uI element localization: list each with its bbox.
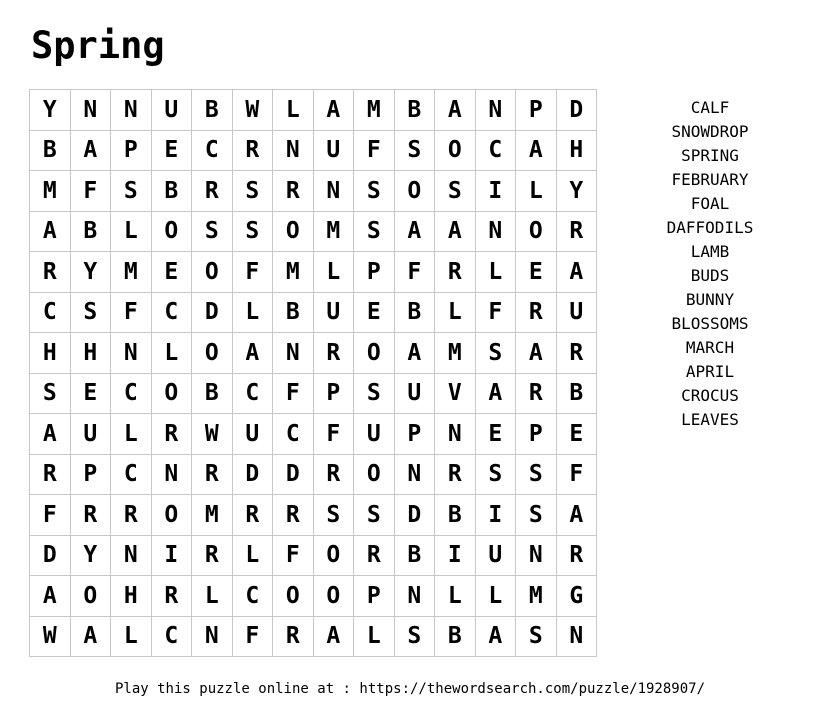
grid-cell: D bbox=[273, 454, 314, 495]
grid-cell: A bbox=[516, 130, 557, 171]
grid-cell: A bbox=[232, 333, 273, 374]
grid-cell: E bbox=[516, 252, 557, 293]
grid-cell: C bbox=[192, 130, 233, 171]
grid-cell: S bbox=[354, 495, 395, 536]
grid-cell: A bbox=[30, 414, 71, 455]
grid-cell: A bbox=[394, 211, 435, 252]
grid-cell: S bbox=[192, 211, 233, 252]
grid-cell: R bbox=[516, 292, 557, 333]
grid-cell: R bbox=[151, 576, 192, 617]
grid-cell: L bbox=[192, 576, 233, 617]
footer-url[interactable]: https://thewordsearch.com/puzzle/1928907/ bbox=[359, 681, 705, 697]
grid-cell: E bbox=[556, 414, 597, 455]
grid-cell: O bbox=[192, 252, 233, 293]
grid-cell: A bbox=[30, 211, 71, 252]
grid-cell: U bbox=[151, 90, 192, 131]
grid-cell: L bbox=[475, 576, 516, 617]
grid-cell: C bbox=[111, 373, 152, 414]
grid-cell: M bbox=[354, 90, 395, 131]
word-list-item: BLOSSOMS bbox=[671, 314, 749, 333]
grid-cell: U bbox=[232, 414, 273, 455]
grid-cell: S bbox=[111, 171, 152, 212]
grid-cell: C bbox=[151, 616, 192, 657]
grid-cell: R bbox=[556, 333, 597, 374]
grid-cell: N bbox=[556, 616, 597, 657]
grid-cell: R bbox=[273, 495, 314, 536]
grid-cell: R bbox=[192, 454, 233, 495]
grid-cell: O bbox=[354, 333, 395, 374]
grid-cell: O bbox=[151, 373, 192, 414]
grid-cell: F bbox=[30, 495, 71, 536]
grid-cell: O bbox=[273, 211, 314, 252]
grid-cell: W bbox=[232, 90, 273, 131]
grid-cell: N bbox=[192, 616, 233, 657]
grid-cell: S bbox=[70, 292, 111, 333]
grid-cell: C bbox=[273, 414, 314, 455]
grid-cell: F bbox=[475, 292, 516, 333]
grid-cell: A bbox=[556, 252, 597, 293]
grid-cell: R bbox=[273, 171, 314, 212]
grid-cell: O bbox=[313, 576, 354, 617]
grid-cell: R bbox=[313, 333, 354, 374]
grid-cell: F bbox=[232, 252, 273, 293]
word-list bbox=[650, 96, 770, 432]
grid-row bbox=[30, 576, 597, 617]
grid-cell: R bbox=[556, 535, 597, 576]
grid-cell: D bbox=[232, 454, 273, 495]
grid-row bbox=[30, 373, 597, 414]
grid-row bbox=[30, 211, 597, 252]
word-list-item: FOAL bbox=[690, 194, 730, 213]
grid-cell: I bbox=[475, 171, 516, 212]
grid-cell: C bbox=[151, 292, 192, 333]
grid-cell: O bbox=[273, 576, 314, 617]
grid-cell: E bbox=[70, 373, 111, 414]
grid-cell: O bbox=[354, 454, 395, 495]
word-list-item: CROCUS bbox=[681, 386, 739, 405]
grid-cell: B bbox=[192, 90, 233, 131]
grid-cell: E bbox=[151, 252, 192, 293]
grid-cell: U bbox=[354, 414, 395, 455]
grid-cell: L bbox=[111, 616, 152, 657]
grid-cell: R bbox=[30, 454, 71, 495]
grid-cell: H bbox=[30, 333, 71, 374]
word-list-item: CALF bbox=[690, 98, 730, 117]
grid-cell: A bbox=[394, 333, 435, 374]
grid-cell: D bbox=[556, 90, 597, 131]
word-list-item: SNOWDROP bbox=[671, 122, 749, 141]
grid-cell: A bbox=[435, 211, 476, 252]
grid-row bbox=[30, 454, 597, 495]
grid-cell: E bbox=[475, 414, 516, 455]
grid-cell: Y bbox=[70, 535, 111, 576]
word-list-item: LAMB bbox=[690, 242, 730, 261]
grid-cell: L bbox=[232, 535, 273, 576]
grid-cell: F bbox=[273, 535, 314, 576]
grid-cell: R bbox=[313, 454, 354, 495]
grid-cell: N bbox=[111, 90, 152, 131]
grid-cell: N bbox=[394, 454, 435, 495]
grid-cell: R bbox=[70, 495, 111, 536]
page-title: Spring bbox=[31, 24, 165, 67]
grid-cell: D bbox=[192, 292, 233, 333]
grid-cell: S bbox=[475, 333, 516, 374]
grid-row bbox=[30, 414, 597, 455]
grid-cell: M bbox=[192, 495, 233, 536]
grid-cell: P bbox=[70, 454, 111, 495]
grid-cell: R bbox=[30, 252, 71, 293]
grid-cell: B bbox=[273, 292, 314, 333]
grid-cell: S bbox=[30, 373, 71, 414]
grid-cell: B bbox=[151, 171, 192, 212]
grid-cell: F bbox=[354, 130, 395, 171]
grid-cell: P bbox=[516, 90, 557, 131]
grid-cell: N bbox=[313, 171, 354, 212]
grid-cell: G bbox=[556, 576, 597, 617]
grid-cell: C bbox=[232, 373, 273, 414]
grid-cell: S bbox=[232, 171, 273, 212]
grid-cell: O bbox=[151, 495, 192, 536]
grid-cell: O bbox=[70, 576, 111, 617]
grid-cell: O bbox=[313, 535, 354, 576]
grid-cell: U bbox=[556, 292, 597, 333]
grid-cell: Y bbox=[556, 171, 597, 212]
grid-cell: A bbox=[556, 495, 597, 536]
grid-cell: A bbox=[313, 90, 354, 131]
grid-cell: A bbox=[516, 333, 557, 374]
grid-cell: F bbox=[273, 373, 314, 414]
grid-cell: U bbox=[70, 414, 111, 455]
grid-cell: A bbox=[313, 616, 354, 657]
grid-cell: U bbox=[394, 373, 435, 414]
grid-cell: M bbox=[435, 333, 476, 374]
grid-cell: B bbox=[30, 130, 71, 171]
grid-cell: N bbox=[273, 130, 314, 171]
grid-cell: N bbox=[273, 333, 314, 374]
grid-cell: H bbox=[556, 130, 597, 171]
grid-cell: O bbox=[192, 333, 233, 374]
grid-cell: O bbox=[394, 171, 435, 212]
grid-row bbox=[30, 90, 597, 131]
grid-cell: E bbox=[354, 292, 395, 333]
grid-cell: S bbox=[516, 616, 557, 657]
grid-cell: L bbox=[111, 211, 152, 252]
grid-cell: A bbox=[70, 616, 111, 657]
grid-row bbox=[30, 171, 597, 212]
grid-cell: L bbox=[354, 616, 395, 657]
grid-cell: S bbox=[394, 616, 435, 657]
grid-cell: N bbox=[475, 90, 516, 131]
grid-cell: C bbox=[30, 292, 71, 333]
grid-cell: R bbox=[192, 535, 233, 576]
grid-cell: Y bbox=[30, 90, 71, 131]
grid-cell: A bbox=[70, 130, 111, 171]
grid-cell: A bbox=[475, 373, 516, 414]
grid-cell: P bbox=[354, 576, 395, 617]
grid-row bbox=[30, 535, 597, 576]
grid-cell: E bbox=[151, 130, 192, 171]
grid-cell: C bbox=[475, 130, 516, 171]
grid-cell: S bbox=[394, 130, 435, 171]
grid-cell: L bbox=[435, 292, 476, 333]
grid-cell: S bbox=[516, 454, 557, 495]
grid-cell: C bbox=[232, 576, 273, 617]
grid-cell: D bbox=[394, 495, 435, 536]
grid-cell: S bbox=[354, 211, 395, 252]
grid-cell: C bbox=[111, 454, 152, 495]
grid-cell: W bbox=[192, 414, 233, 455]
grid-cell: H bbox=[111, 576, 152, 617]
grid-cell: M bbox=[30, 171, 71, 212]
grid-cell: F bbox=[232, 616, 273, 657]
grid-cell: F bbox=[70, 171, 111, 212]
grid-cell: B bbox=[556, 373, 597, 414]
grid-cell: B bbox=[70, 211, 111, 252]
grid-cell: R bbox=[354, 535, 395, 576]
grid-cell: O bbox=[435, 130, 476, 171]
grid-cell: R bbox=[435, 454, 476, 495]
grid-cell: A bbox=[475, 616, 516, 657]
word-list-item: DAFFODILS bbox=[666, 218, 754, 237]
grid-cell: N bbox=[516, 535, 557, 576]
word-list-item: BUDS bbox=[690, 266, 730, 285]
word-list-item: SPRING bbox=[681, 146, 739, 165]
grid-cell: R bbox=[192, 171, 233, 212]
grid-cell: F bbox=[556, 454, 597, 495]
footer-note bbox=[0, 679, 820, 699]
grid-cell: U bbox=[313, 130, 354, 171]
grid-cell: L bbox=[475, 252, 516, 293]
grid-cell: P bbox=[354, 252, 395, 293]
grid-cell: S bbox=[313, 495, 354, 536]
grid-cell: A bbox=[435, 90, 476, 131]
grid-cell: U bbox=[475, 535, 516, 576]
grid-cell: H bbox=[70, 333, 111, 374]
grid-cell: P bbox=[313, 373, 354, 414]
letter-grid bbox=[29, 89, 597, 657]
grid-cell: S bbox=[516, 495, 557, 536]
grid-cell: S bbox=[354, 171, 395, 212]
grid-cell: F bbox=[111, 292, 152, 333]
grid-cell: M bbox=[111, 252, 152, 293]
grid-cell: Y bbox=[70, 252, 111, 293]
grid-cell: N bbox=[151, 454, 192, 495]
grid-cell: L bbox=[435, 576, 476, 617]
grid-row bbox=[30, 616, 597, 657]
grid-cell: R bbox=[111, 495, 152, 536]
grid-cell: L bbox=[313, 252, 354, 293]
grid-cell: N bbox=[111, 535, 152, 576]
grid-cell: S bbox=[475, 454, 516, 495]
grid-cell: S bbox=[435, 171, 476, 212]
grid-cell: L bbox=[151, 333, 192, 374]
word-list-item: BUNNY bbox=[685, 290, 735, 309]
grid-cell: F bbox=[394, 252, 435, 293]
word-list-item: APRIL bbox=[685, 362, 735, 381]
grid-cell: S bbox=[354, 373, 395, 414]
grid-row bbox=[30, 252, 597, 293]
grid-cell: B bbox=[394, 292, 435, 333]
grid-cell: S bbox=[232, 211, 273, 252]
grid-cell: L bbox=[232, 292, 273, 333]
grid-cell: B bbox=[192, 373, 233, 414]
word-list-item: MARCH bbox=[685, 338, 735, 357]
grid-cell: B bbox=[435, 495, 476, 536]
grid-cell: I bbox=[475, 495, 516, 536]
grid-cell: R bbox=[556, 211, 597, 252]
grid-cell: R bbox=[232, 495, 273, 536]
grid-cell: L bbox=[111, 414, 152, 455]
grid-cell: B bbox=[435, 616, 476, 657]
grid-row bbox=[30, 292, 597, 333]
grid-cell: A bbox=[30, 576, 71, 617]
grid-cell: N bbox=[111, 333, 152, 374]
grid-cell: O bbox=[151, 211, 192, 252]
grid-row bbox=[30, 495, 597, 536]
grid-cell: V bbox=[435, 373, 476, 414]
grid-cell: O bbox=[516, 211, 557, 252]
grid-cell: L bbox=[516, 171, 557, 212]
grid-cell: I bbox=[151, 535, 192, 576]
grid-cell: N bbox=[70, 90, 111, 131]
footer-prefix: Play this puzzle online at : bbox=[114, 681, 360, 697]
grid-cell: N bbox=[475, 211, 516, 252]
grid-cell: F bbox=[313, 414, 354, 455]
grid-cell: D bbox=[30, 535, 71, 576]
grid-cell: R bbox=[273, 616, 314, 657]
grid-cell: L bbox=[273, 90, 314, 131]
grid-cell: R bbox=[435, 252, 476, 293]
grid-cell: R bbox=[516, 373, 557, 414]
grid-cell: N bbox=[435, 414, 476, 455]
grid-cell: I bbox=[435, 535, 476, 576]
grid-cell: R bbox=[151, 414, 192, 455]
grid-cell: W bbox=[30, 616, 71, 657]
grid-cell: R bbox=[232, 130, 273, 171]
grid-cell: M bbox=[273, 252, 314, 293]
grid-cell: B bbox=[394, 90, 435, 131]
grid-cell: P bbox=[516, 414, 557, 455]
grid-cell: P bbox=[111, 130, 152, 171]
word-list-item: FEBRUARY bbox=[671, 170, 749, 189]
grid-cell: U bbox=[313, 292, 354, 333]
grid-cell: B bbox=[394, 535, 435, 576]
grid-cell: M bbox=[313, 211, 354, 252]
grid-cell: P bbox=[394, 414, 435, 455]
grid-cell: M bbox=[516, 576, 557, 617]
grid-row bbox=[30, 333, 597, 374]
grid-row bbox=[30, 130, 597, 171]
grid-cell: N bbox=[394, 576, 435, 617]
word-list-item: LEAVES bbox=[681, 410, 739, 429]
